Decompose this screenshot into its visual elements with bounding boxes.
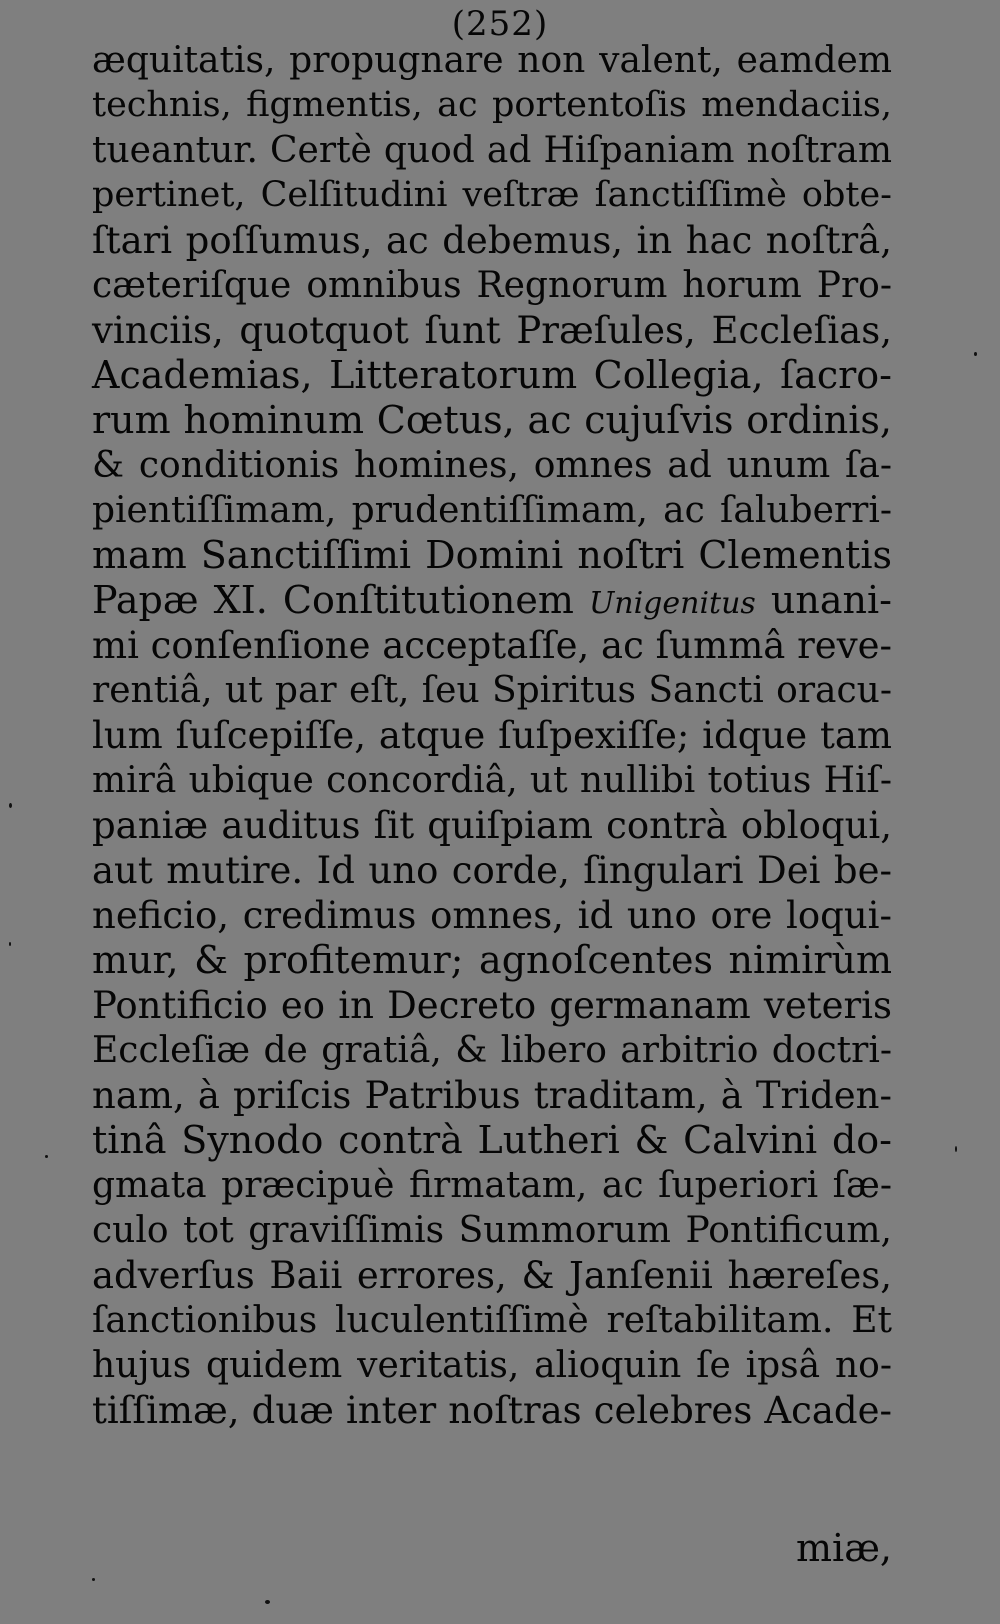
page-number: (252) bbox=[451, 4, 549, 44]
text-line: pientiſſimam, prudentiſſimam, ac ſaluberri- bbox=[92, 490, 892, 531]
scan-speck bbox=[265, 1600, 270, 1604]
text-line: Papæ XI. Conſtitutionem Unigenitus unani- bbox=[92, 578, 892, 622]
text-line: vinciis, quotquot ſunt Præſules, Eccleſias, bbox=[92, 309, 892, 352]
text-line: tiſſimæ, duæ inter noſtras celebres Acade- bbox=[92, 1389, 892, 1432]
text-line: rum hominum Cœtus, ac cujuſvis ordinis, bbox=[92, 398, 892, 442]
text-line: æquitatis, propugnare non valent, eamdem bbox=[92, 40, 892, 81]
catchword: miæ, bbox=[796, 1526, 892, 1570]
text-line: Pontificio eo in Decreto germanam veteris bbox=[92, 984, 892, 1027]
text-line: cæteriſque omnibus Regnorum horum Pro- bbox=[92, 265, 892, 306]
text-line: tueantur. Certè quod ad Hiſpaniam noſtram bbox=[92, 130, 892, 171]
text-line: ſtari poſſumus, ac debemus, in hac noſtrâ, bbox=[92, 219, 892, 262]
text-line: technis, figmentis, ac portentoſis mendaciis, bbox=[92, 85, 892, 125]
text-line: Eccleſiæ de gratiâ, & libero arbitrio doctri- bbox=[92, 1030, 892, 1071]
text-line: paniæ auditus ſit quiſpiam contrà obloqui, bbox=[92, 804, 892, 847]
body-text bbox=[92, 38, 892, 1433]
scan-speck bbox=[955, 1146, 957, 1152]
text-line: pertinet, Celſitudini veſtræ ſanctiſſimè obte- bbox=[92, 175, 892, 215]
italic-title: Unigenitus bbox=[588, 586, 756, 621]
scan-speck bbox=[974, 352, 977, 356]
scan-speck bbox=[9, 803, 12, 808]
text-line: rentiâ, ut par eſt, ſeu Spiritus Sancti oracu- bbox=[92, 670, 892, 711]
text-line: ſanctionibus luculentiſſimè reſtabilitam. Et bbox=[92, 1300, 892, 1341]
text-line: mur, & profitemur; agnoſcentes nimirùm bbox=[92, 938, 892, 982]
text-line: mam Sanctiſſimi Domini noſtri Clementis bbox=[92, 533, 892, 577]
text-line: culo tot graviſſimis Summorum Pontificum, bbox=[92, 1210, 892, 1251]
text-line: tinâ Synodo contrà Lutheri & Calvini do- bbox=[92, 1118, 892, 1162]
text-line: mirâ ubique concordiâ, ut nullibi totius Hiſ- bbox=[92, 760, 892, 801]
text-line: aut mutire. Id uno corde, ſingulari Dei be- bbox=[92, 849, 892, 892]
scan-speck bbox=[9, 942, 11, 946]
text-line: mi conſenſione acceptaſſe, ac ſummâ reve- bbox=[92, 624, 892, 667]
scan-speck bbox=[45, 1155, 48, 1158]
text-line: adverſus Baii errores, & Janſenii hæreſes, bbox=[92, 1254, 892, 1297]
text-line: hujus quidem veritatis, alioquin ſe ipsâ no- bbox=[92, 1345, 892, 1386]
scan-speck bbox=[92, 1578, 95, 1581]
text-line: gmata præcipuè firmatam, ac ſuperiori ſæ- bbox=[92, 1165, 892, 1206]
text-line: Academias, Litteratorum Collegia, ſacro- bbox=[92, 353, 892, 397]
text-line: lum ſuſcepiſſe, atque ſuſpexiſſe; idque tam bbox=[92, 714, 892, 757]
text-line: neficio, credimus omnes, id uno ore loqui- bbox=[92, 894, 892, 937]
text-line: & conditionis homines, omnes ad unum ſa- bbox=[92, 445, 892, 486]
text-line: nam, à priſcis Patribus traditam, à Triden- bbox=[92, 1074, 892, 1117]
